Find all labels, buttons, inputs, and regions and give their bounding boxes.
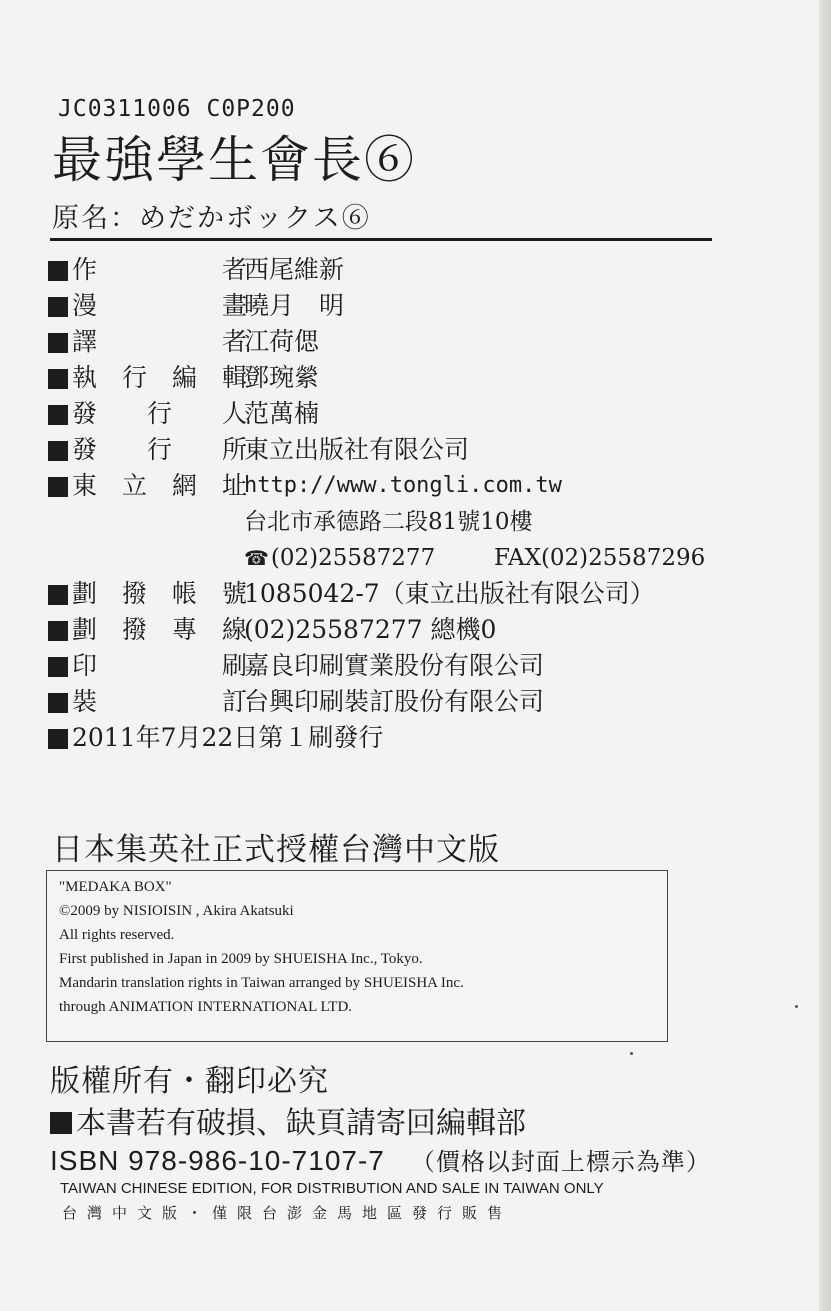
- credit-row-author: [48, 252, 728, 288]
- credit-label: 漫 畫: [72, 291, 247, 320]
- credit-value: 台興印刷裝訂股份有限公司: [244, 687, 545, 716]
- isbn-row: [50, 1142, 711, 1177]
- bullet-square: [48, 297, 68, 317]
- isbn: ISBN 978-986-10-7107-7: [50, 1145, 385, 1176]
- credit-label: 發 行 所: [72, 435, 247, 464]
- bullet-square: [48, 729, 68, 749]
- fax-number: FAX(02)25587296: [494, 545, 706, 571]
- bullet-square: [48, 441, 68, 461]
- credit-label: 裝 訂: [72, 687, 247, 716]
- license-heading: 日本集英社正式授權台灣中文版: [52, 832, 500, 868]
- credit-value: 江荷偲: [244, 327, 320, 356]
- original-title: 原名：めだかボックス⑥: [52, 203, 371, 234]
- credit-row-editor: [48, 360, 728, 396]
- bullet-square: [48, 477, 68, 497]
- distribution-statement: 台灣中文版・僅限台澎金馬地區發行販售: [62, 1204, 513, 1222]
- page-edge: [819, 0, 831, 1311]
- credit-row-account: [48, 576, 728, 612]
- credit-label: 印 刷: [72, 651, 247, 680]
- phone-fax-line: [48, 540, 728, 576]
- credit-value: 西尾維新: [244, 255, 345, 284]
- credit-value: 1085042-7（東立出版社有限公司）: [244, 579, 655, 608]
- credit-row-website: [48, 468, 728, 504]
- website-url: http://www.tongli.com.tw: [244, 473, 562, 498]
- rights-reserved: 版權所有・翻印必究: [50, 1064, 329, 1099]
- credit-row-hotline: [48, 612, 728, 648]
- credit-value: 曉月 明: [244, 291, 345, 320]
- credit-label: 執行編輯: [72, 363, 247, 392]
- credit-row-publisher: [48, 396, 728, 432]
- bullet-square: [48, 657, 68, 677]
- phone-number: (02)25587277: [270, 545, 436, 571]
- bullet-square: [48, 333, 68, 353]
- bullet-square: [48, 621, 68, 641]
- credit-label: 劃撥帳號: [72, 579, 247, 608]
- credit-value: 范萬楠: [244, 399, 320, 428]
- copyright-line: All rights reserved.: [59, 927, 175, 943]
- paper-speck: [630, 1052, 633, 1055]
- paper-speck: [795, 1005, 798, 1008]
- title-rule: [50, 238, 712, 241]
- copyright-line: "MEDAKA BOX": [59, 879, 172, 895]
- book-title: 最強學生會長⑥: [52, 131, 416, 189]
- credit-label: 譯 者: [72, 327, 247, 356]
- print-date-row: [48, 720, 728, 756]
- bullet-square: [50, 1112, 72, 1134]
- credit-row-publishing-house: [48, 432, 728, 468]
- damage-notice-row: [50, 1098, 526, 1142]
- bullet-square: [48, 693, 68, 713]
- catalog-code: JC0311006 C0P200: [58, 96, 296, 122]
- credit-row-printing: [48, 648, 728, 684]
- credit-row-translator: [48, 324, 728, 360]
- copyright-line: ©2009 by NISIOISIN , Akira Akatsuki: [59, 903, 294, 919]
- credit-value: 鄧琬縈: [244, 363, 320, 392]
- bullet-square: [48, 405, 68, 425]
- address-line: 台北市承德路二段81號10樓: [244, 509, 533, 535]
- credit-label: 發 行 人: [72, 399, 247, 428]
- credit-row-binding: [48, 684, 728, 720]
- edition-statement: TAIWAN CHINESE EDITION, FOR DISTRIBUTION AND SALE IN TAIWAN ONLY: [60, 1180, 604, 1197]
- credit-label: 作 者: [72, 255, 247, 284]
- credit-value: 東立出版社有限公司: [244, 435, 470, 464]
- bullet-square: [48, 369, 68, 389]
- credit-label: 劃撥專線: [72, 615, 247, 644]
- bullet-square: [48, 261, 68, 281]
- print-date: 2011年7月22日第１刷發行: [72, 723, 384, 752]
- copyright-box: [46, 870, 668, 1042]
- damage-notice: 本書若有破損、缺頁請寄回編輯部: [76, 1106, 526, 1141]
- copyright-line: First published in Japan in 2009 by SHUEISHA Inc., Tokyo.: [59, 951, 423, 967]
- credit-value: (02)25587277 總機0: [244, 615, 497, 644]
- credit-value: 嘉良印刷實業股份有限公司: [244, 651, 545, 680]
- price-note: （價格以封面上標示為準）: [410, 1148, 711, 1176]
- bullet-square: [48, 585, 68, 605]
- copyright-line: Mandarin translation rights in Taiwan arranged by SHUEISHA Inc.: [59, 975, 464, 991]
- credit-row-artist: [48, 288, 728, 324]
- copyright-line: through ANIMATION INTERNATIONAL LTD.: [59, 999, 353, 1015]
- telephone-icon: ☎: [244, 546, 269, 570]
- credit-label: 東立網址: [72, 471, 247, 500]
- credits-block: [48, 252, 728, 756]
